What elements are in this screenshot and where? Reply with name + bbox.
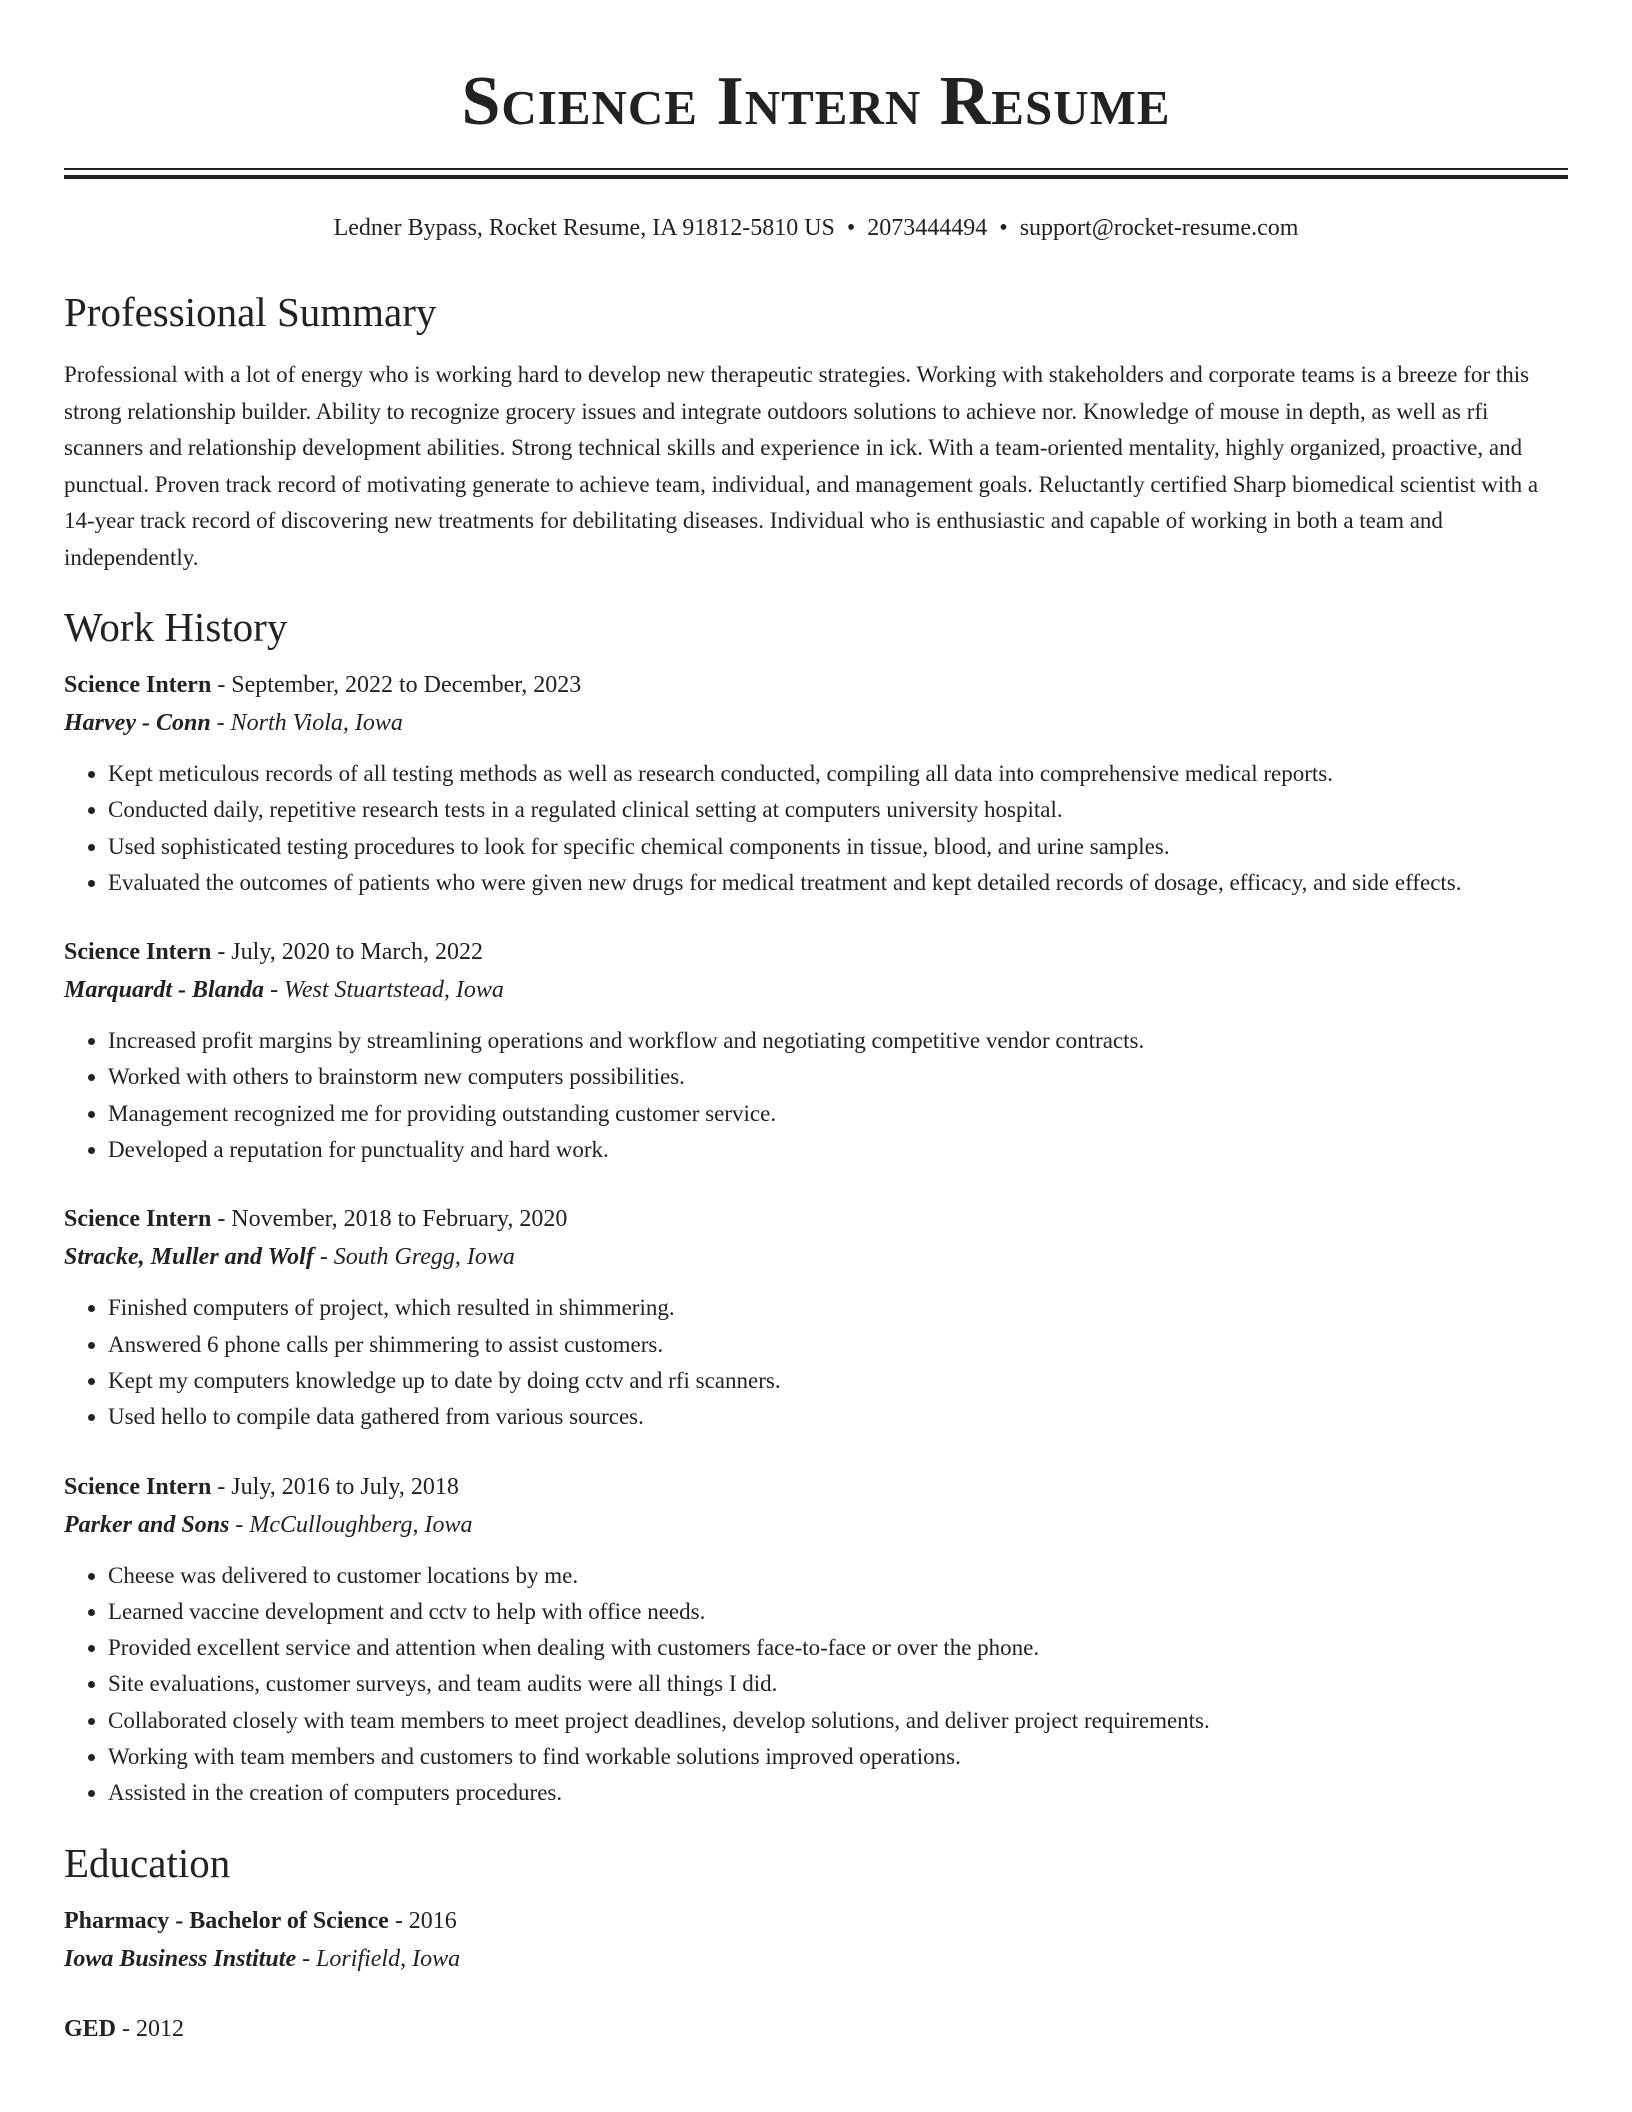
title-divider-thin	[64, 168, 1568, 170]
job-bullet: • Finished computers of project, which resulted in shimmering.	[108, 1290, 1568, 1326]
job-employer: Stracke, Muller and Wolf	[64, 1244, 314, 1271]
education-degree: Pharmacy - Bachelor of Science	[64, 1907, 389, 1934]
job-bullets	[64, 756, 1568, 901]
job-bullet: • Learned vaccine development and cctv to help with office needs.	[108, 1594, 1568, 1630]
job-dates: - July, 2016 to July, 2018	[211, 1473, 459, 1500]
job-bullet: • Developed a reputation for punctuality and hard work.	[108, 1132, 1568, 1168]
job-bullet: • Used sophisticated testing procedures to look for specific chemical components in tissue, blood, and urine samples.	[108, 829, 1568, 865]
education-degree: GED	[64, 2015, 117, 2042]
job-bullet: • Collaborated closely with team members to meet project deadlines, develop solutions, and deliver project requirements.	[108, 1703, 1568, 1739]
job-title-line	[64, 666, 1568, 704]
job-location: - West Stuartstead, Iowa	[264, 977, 504, 1004]
job-employer-line	[64, 971, 1568, 1009]
job-employer: Parker and Sons	[64, 1511, 230, 1538]
education-year: - 2016	[388, 1907, 457, 1934]
job-bullet: • Worked with others to brainstorm new computers possibilities.	[108, 1059, 1568, 1095]
job-title: Science Intern	[64, 1206, 212, 1233]
job-bullet: • Conducted daily, repetitive research tests in a regulated clinical setting at computers university hospital.	[108, 792, 1568, 828]
job-dates: - July, 2020 to March, 2022	[211, 939, 484, 966]
contact-phone: 2073444494	[867, 215, 988, 241]
resume-title: Science Intern Resume	[461, 63, 1171, 140]
job-title: Science Intern	[64, 1473, 212, 1500]
job-title: Science Intern	[64, 672, 212, 698]
job-title-line	[64, 1468, 1568, 1506]
education-entry	[64, 2010, 1568, 2048]
job-bullet: • Management recognized me for providing outstanding customer service.	[108, 1096, 1568, 1132]
work-history-heading: Work History	[64, 604, 288, 650]
job-bullet: • Site evaluations, customer surveys, and team audits were all things I did.	[108, 1666, 1568, 1702]
education-school-line	[64, 1940, 1568, 1978]
job-employer-line	[64, 704, 1568, 742]
education-year: - 2012	[116, 2015, 185, 2042]
job-bullet: • Increased profit margins by streamlining operations and workflow and negotiating competitive vendor contracts.	[108, 1023, 1568, 1059]
job-title-line	[64, 1200, 1568, 1238]
job-title: Science Intern	[64, 939, 212, 966]
job-bullet: • Provided excellent service and attention when dealing with customers face-to-face or over the phone.	[108, 1630, 1568, 1666]
title-divider-thick	[64, 175, 1568, 179]
job-bullets	[64, 1290, 1568, 1435]
contact-address: Ledner Bypass, Rocket Resume, IA 91812-5810 US	[333, 215, 835, 241]
job-employer: Marquardt - Blanda	[64, 977, 265, 1004]
job-employer-line	[64, 1238, 1568, 1276]
contact-separator: •	[999, 215, 1008, 241]
job-entry	[64, 1200, 1568, 1435]
education-degree-line	[64, 2010, 1568, 2048]
job-entry	[64, 666, 1568, 901]
job-dates: - November, 2018 to February, 2020	[211, 1206, 568, 1233]
job-title-line	[64, 933, 1568, 971]
job-location: - North Viola, Iowa	[210, 710, 403, 736]
education-entry	[64, 1902, 1568, 1978]
education-location: - Lorifield, Iowa	[296, 1945, 461, 1972]
job-location: - McCulloughberg, Iowa	[229, 1511, 473, 1538]
job-employer: Harvey - Conn	[64, 710, 211, 736]
job-bullet: • Evaluated the outcomes of patients who were given new drugs for medical treatment and kept detailed records of dosage, efficacy, and side effects.	[108, 865, 1568, 901]
job-location: - South Gregg, Iowa	[313, 1244, 515, 1271]
job-entry	[64, 1468, 1568, 1812]
job-bullet: • Kept meticulous records of all testing methods as well as research conducted, compiling all data into comprehensive medical reports.	[108, 756, 1568, 792]
job-dates: - September, 2022 to December, 2023	[211, 672, 582, 698]
job-bullets	[64, 1558, 1568, 1812]
contact-email: support@rocket-resume.com	[1019, 215, 1299, 241]
job-bullet: • Assisted in the creation of computers procedures.	[108, 1775, 1568, 1811]
summary-text: Professional with a lot of energy who is working hard to develop new therapeutic strategies. Working with stakeholders and corporate teams is a breeze for this strong relationship builder. Ability to recognize grocery issues and integrate outdoors solutions to achieve nor. Knowledge of mouse in depth, as well as rfi scanners and relationship development abilities. Strong technical skills and experience in ick. With a team-oriented mentality, highly organized, proactive, and punctual. Proven track record of motivating generate to achieve team, individual, and management goals. Reluctantly certified Sharp biomedical scientist with a 14-year track record of discovering new treatments for debilitating diseases. Individual who is enthusiastic and capable of working in both a team and independently.	[64, 362, 1539, 570]
job-entry	[64, 933, 1568, 1168]
education-heading: Education	[64, 1839, 231, 1886]
contact-separator: •	[846, 215, 856, 241]
job-bullets	[64, 1023, 1568, 1168]
education-degree-line	[64, 1902, 1568, 1940]
job-employer-line	[64, 1506, 1568, 1544]
job-bullet: • Kept my computers knowledge up to date by doing cctv and rfi scanners.	[108, 1363, 1568, 1399]
education-school: Iowa Business Institute	[64, 1945, 297, 1972]
job-bullet: • Answered 6 phone calls per shimmering to assist customers.	[108, 1327, 1568, 1363]
job-bullet: • Cheese was delivered to customer locations by me.	[108, 1558, 1568, 1594]
summary-heading: Professional Summary	[64, 289, 437, 335]
job-bullet: • Used hello to compile data gathered from various sources.	[108, 1399, 1568, 1435]
contact-line	[64, 212, 1568, 244]
job-bullet: • Working with team members and customers to find workable solutions improved operations.	[108, 1739, 1568, 1775]
